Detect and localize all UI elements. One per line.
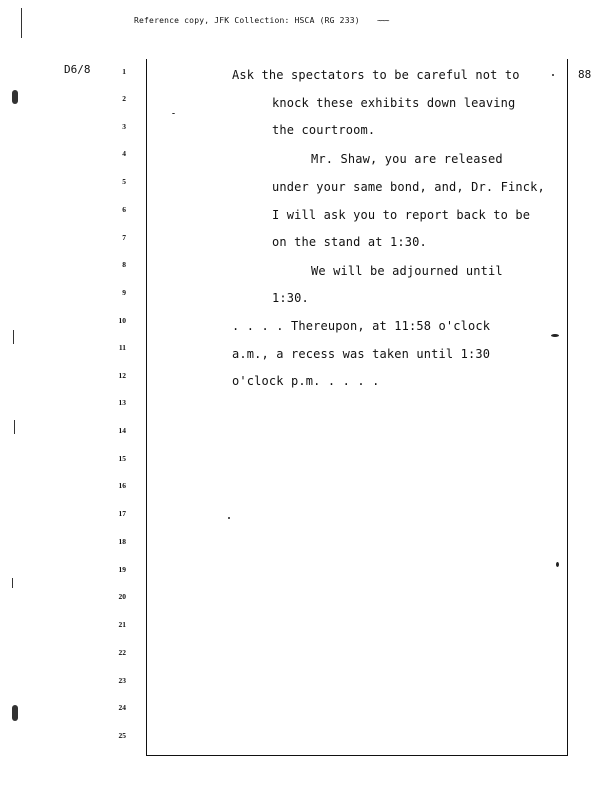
line-number: 2 bbox=[122, 94, 126, 103]
line-number: 6 bbox=[122, 205, 126, 214]
transcript-line: on the stand at 1:30. bbox=[272, 235, 427, 249]
scan-edge-mark bbox=[14, 420, 15, 434]
line-number: 12 bbox=[118, 371, 126, 380]
ink-smudge bbox=[551, 334, 559, 337]
transcript-line: Mr. Shaw, you are released bbox=[311, 152, 503, 166]
punch-hole-mark bbox=[12, 90, 18, 104]
line-number: 14 bbox=[118, 426, 126, 435]
transcript-line: We will be adjourned until bbox=[311, 264, 503, 278]
line-number: 7 bbox=[122, 233, 126, 242]
line-number: 19 bbox=[118, 565, 126, 574]
line-number: 23 bbox=[118, 676, 126, 685]
line-number: 18 bbox=[118, 537, 126, 546]
line-number: 5 bbox=[122, 177, 126, 186]
section-identifier: D6/8 bbox=[64, 63, 91, 76]
line-number: 4 bbox=[122, 149, 126, 158]
transcript-line: the courtroom. bbox=[272, 123, 376, 137]
reference-text: Reference copy, JFK Collection: HSCA (RG 233) bbox=[134, 16, 360, 25]
transcript-line: 1:30. bbox=[272, 291, 309, 305]
punch-hole-mark bbox=[12, 705, 18, 721]
transcript-line: Ask the spectators to be careful not to bbox=[232, 68, 520, 82]
scan-edge-mark bbox=[12, 578, 13, 588]
ink-speck bbox=[172, 113, 175, 114]
line-number: 21 bbox=[118, 620, 126, 629]
line-number: 8 bbox=[122, 260, 126, 269]
line-number: 20 bbox=[118, 592, 126, 601]
transcript-line: knock these exhibits down leaving bbox=[272, 96, 516, 110]
transcript-line: a.m., a recess was taken until 1:30 bbox=[232, 347, 491, 361]
transcript-line: I will ask you to report back to be bbox=[272, 208, 531, 222]
line-number: 3 bbox=[122, 122, 126, 131]
ink-speck bbox=[552, 74, 554, 76]
line-number: 10 bbox=[118, 316, 126, 325]
header-reference bbox=[134, 16, 388, 25]
line-number: 13 bbox=[118, 398, 126, 407]
transcript-line: o'clock p.m. . . . . bbox=[232, 374, 380, 388]
transcript-line: under your same bond, and, Dr. Finck, bbox=[272, 180, 545, 194]
line-number: 1 bbox=[122, 67, 126, 76]
line-number: 16 bbox=[118, 481, 126, 490]
transcript-line: . . . . Thereupon, at 11:58 o'clock bbox=[232, 319, 491, 333]
line-number: 25 bbox=[118, 731, 126, 740]
scan-edge-mark bbox=[13, 330, 14, 344]
ink-speck bbox=[228, 517, 230, 519]
line-number: 15 bbox=[118, 454, 126, 463]
line-number: 24 bbox=[118, 703, 126, 712]
handwritten-scribble: ~~~ bbox=[375, 16, 390, 25]
line-number: 9 bbox=[122, 288, 126, 297]
line-number: 11 bbox=[118, 343, 126, 352]
line-number: 22 bbox=[118, 648, 126, 657]
line-number: 17 bbox=[118, 509, 126, 518]
page-number: 88 bbox=[578, 68, 592, 81]
scan-edge-mark bbox=[21, 8, 22, 38]
ink-smudge bbox=[556, 562, 559, 567]
